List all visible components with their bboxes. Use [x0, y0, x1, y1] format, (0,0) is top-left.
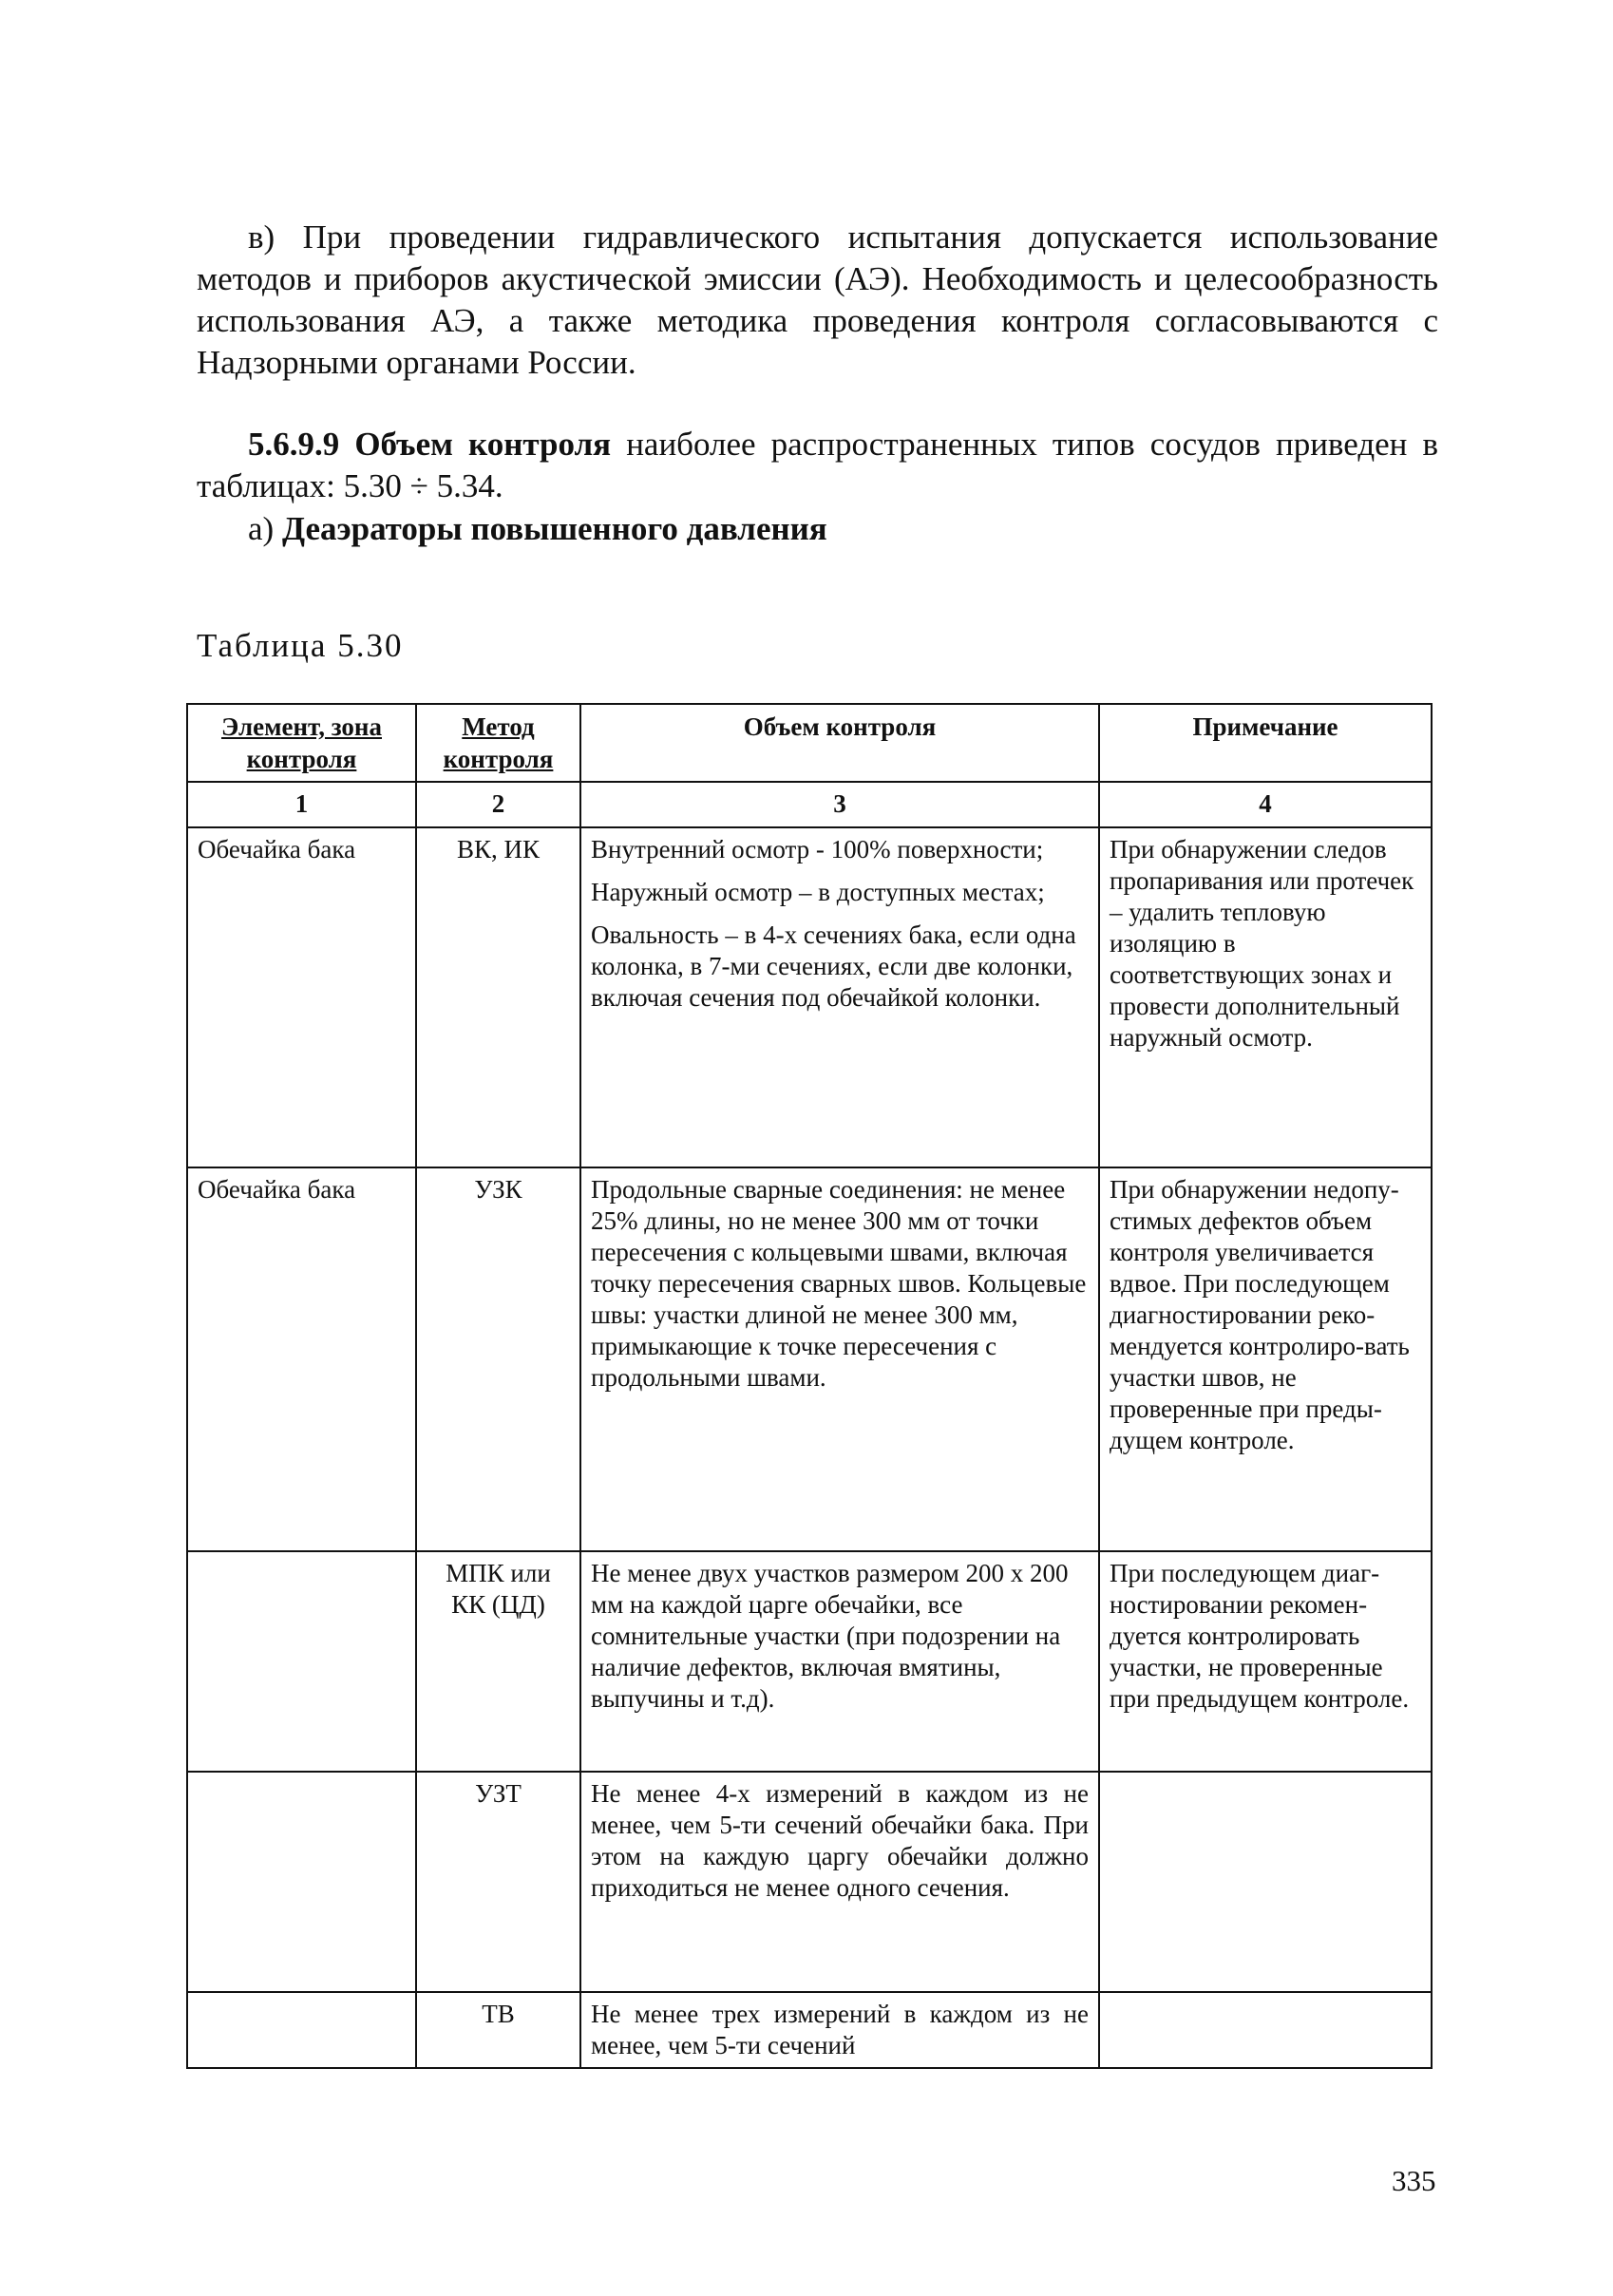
cell-element	[187, 1551, 416, 1772]
cell-volume: Внутренний осмотр - 100% поверхности; Наружный осмотр – в доступных местах; Овальность – в 4-х сечениях бака, если одна колонка, в 7-ми сечениях, если две колонки, включая сечения под обечайкой колонки.	[580, 827, 1099, 1167]
cell-method: МПК или КК (ЦД)	[416, 1551, 580, 1772]
cell-note	[1099, 1992, 1432, 2068]
cell-method: ВК, ИК	[416, 827, 580, 1167]
table-row	[187, 1551, 1432, 1772]
subsection-title: Деаэраторы повышенного давления	[281, 510, 827, 547]
cell-note	[1099, 1772, 1432, 1992]
table-header-row	[187, 704, 1432, 782]
cell-note: При обнаружении следов пропаривания или протечек – удалить тепловую изоляцию в соответствующих зонах и провести дополнительный наружный осмотр.	[1099, 827, 1432, 1167]
cell-note: При обнаружении недопу-стимых дефектов объем контроля увеличивается вдвое. При последующем диагностировании реко-мендуется контролиро-вать участки швов, не проверенные при преды-дущем контроле.	[1099, 1167, 1432, 1551]
cell-volume: Не менее двух участков размером 200 х 200 мм на каждой царге обечайки, все сомнительные участки (при подозрении на наличие дефектов, включая вмятины, выпучины и т.д).	[580, 1551, 1099, 1772]
cell-note: При последующем диаг-ностировании рекомен-дуется контролировать участки, не проверенные при предыдущем контроле.	[1099, 1551, 1432, 1772]
cell-volume: Не менее 4-х измерений в каждом из не менее, чем 5-ти сечений обечайки бака. При этом на каждую царгу обечайки должно приходиться не менее одного сечения.	[580, 1772, 1099, 1992]
cell-volume: Не менее трех измерений в каждом из не менее, чем 5-ти сечений	[580, 1992, 1099, 2068]
table-row	[187, 1772, 1432, 1992]
paragraph-deaerators: а) Деаэраторы повышенного давления	[248, 510, 827, 547]
section-number: 5.6.9.9	[248, 426, 340, 463]
header-volume: Объем контроля	[580, 704, 1099, 782]
header-method: Метод контроля	[416, 704, 580, 782]
cell-element	[187, 1992, 416, 2068]
section-title: Объем контроля	[354, 426, 612, 463]
table-row	[187, 1167, 1432, 1551]
cell-method: ТВ	[416, 1992, 580, 2068]
table-caption: Таблица 5.30	[197, 627, 404, 664]
cell-method: УЗК	[416, 1167, 580, 1551]
paragraph-5-6-9-9: 5.6.9.9 Объем контроля наиболее распространенных типов сосудов приведен в таблицах: 5.30 ÷ 5.34.	[197, 426, 1438, 504]
page-number: 335	[1392, 2164, 1436, 2197]
inspection-table	[186, 703, 1433, 2069]
cell-element: Обечайка бака	[187, 1167, 416, 1551]
table-number-row: 1 2 3 4	[187, 782, 1432, 827]
cell-element	[187, 1772, 416, 1992]
cell-method: УЗТ	[416, 1772, 580, 1992]
table-row	[187, 1992, 1432, 2068]
header-element: Элемент, зона контроля	[187, 704, 416, 782]
table-row	[187, 827, 1432, 1167]
cell-element: Обечайка бака	[187, 827, 416, 1167]
cell-volume: Продольные сварные соединения: не менее 25% длины, но не менее 300 мм от точки пересечения с кольцевыми швами, включая точку пересечения сварных швов. Кольцевые швы: участки длиной не менее 300 мм, примыкающие к точке пересечения с продольными швами.	[580, 1167, 1099, 1551]
paragraph-hydraulic-test: в) При проведении гидравлического испытания допускается использование методов и приборов акустической эмиссии (АЭ). Необходимость и целесообразность использования АЭ, а также методика проведения контроля согласовываются с Надзорными органами России.	[197, 218, 1438, 381]
header-note: Примечание	[1099, 704, 1432, 782]
